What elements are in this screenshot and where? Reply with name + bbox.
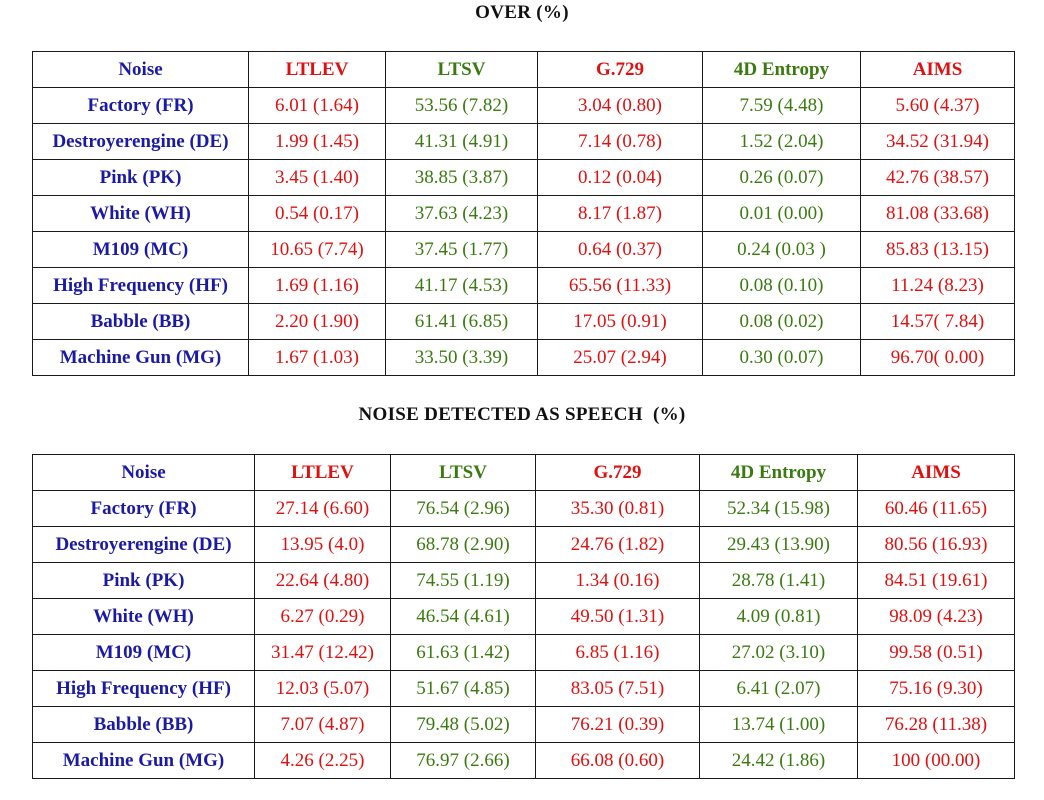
- cell-g729: 66.08 (0.60): [536, 743, 700, 779]
- row-noise-label: Pink (PK): [33, 160, 249, 196]
- cell-aims: 60.46 (11.65): [858, 491, 1015, 527]
- row-noise-label: M109 (MC): [33, 635, 255, 671]
- nds-table-body: [33, 491, 1015, 779]
- cell-aims: 85.83 (13.15): [861, 232, 1015, 268]
- cell-ltlev: 10.65 (7.74): [249, 232, 386, 268]
- table-row: [33, 196, 1015, 232]
- cell-g729: 0.64 (0.37): [538, 232, 703, 268]
- cell-4d-entropy: 27.02 (3.10): [700, 635, 858, 671]
- row-noise-label: Babble (BB): [33, 304, 249, 340]
- cell-4d-entropy: 7.59 (4.48): [703, 88, 861, 124]
- cell-aims: 14.57( 7.84): [861, 304, 1015, 340]
- row-noise-label: Destroyerengine (DE): [33, 124, 249, 160]
- cell-aims: 98.09 (4.23): [858, 599, 1015, 635]
- cell-g729: 24.76 (1.82): [536, 527, 700, 563]
- table-row: [33, 635, 1015, 671]
- row-noise-label: Pink (PK): [33, 563, 255, 599]
- table-row: [33, 599, 1015, 635]
- over-table-body: [33, 88, 1015, 376]
- table-row: [33, 707, 1015, 743]
- column-header-noise: Noise: [33, 52, 249, 88]
- cell-g729: 3.04 (0.80): [538, 88, 703, 124]
- cell-ltlev: 1.69 (1.16): [249, 268, 386, 304]
- table-row: [33, 304, 1015, 340]
- cell-4d-entropy: 0.08 (0.02): [703, 304, 861, 340]
- cell-ltlev: 27.14 (6.60): [255, 491, 391, 527]
- cell-ltlev: 3.45 (1.40): [249, 160, 386, 196]
- cell-4d-entropy: 0.26 (0.07): [703, 160, 861, 196]
- cell-aims: 81.08 (33.68): [861, 196, 1015, 232]
- column-header-aims: AIMS: [861, 52, 1015, 88]
- noise-detected-as-speech-title: NOISE DETECTED AS SPEECH (%): [358, 404, 686, 425]
- cell-aims: 96.70( 0.00): [861, 340, 1015, 376]
- cell-ltlev: 2.20 (1.90): [249, 304, 386, 340]
- over-table: [32, 51, 1015, 376]
- cell-ltlev: 1.99 (1.45): [249, 124, 386, 160]
- cell-g729: 6.85 (1.16): [536, 635, 700, 671]
- cell-aims: 75.16 (9.30): [858, 671, 1015, 707]
- table-row: [33, 232, 1015, 268]
- cell-g729: 65.56 (11.33): [538, 268, 703, 304]
- cell-aims: 42.76 (38.57): [861, 160, 1015, 196]
- cell-g729: 1.34 (0.16): [536, 563, 700, 599]
- cell-ltsv: 46.54 (4.61): [391, 599, 536, 635]
- table-header-row: [33, 52, 1015, 88]
- cell-ltsv: 61.41 (6.85): [386, 304, 538, 340]
- cell-g729: 17.05 (0.91): [538, 304, 703, 340]
- table-row: [33, 491, 1015, 527]
- cell-ltsv: 74.55 (1.19): [391, 563, 536, 599]
- column-header-ltlev: LTLEV: [249, 52, 386, 88]
- column-header-aims: AIMS: [858, 455, 1015, 491]
- cell-aims: 34.52 (31.94): [861, 124, 1015, 160]
- cell-ltlev: 6.27 (0.29): [255, 599, 391, 635]
- cell-ltlev: 6.01 (1.64): [249, 88, 386, 124]
- cell-aims: 100 (00.00): [858, 743, 1015, 779]
- cell-ltlev: 12.03 (5.07): [255, 671, 391, 707]
- table-row: [33, 340, 1015, 376]
- row-noise-label: High Frequency (HF): [33, 268, 249, 304]
- cell-4d-entropy: 0.30 (0.07): [703, 340, 861, 376]
- cell-ltlev: 7.07 (4.87): [255, 707, 391, 743]
- cell-4d-entropy: 6.41 (2.07): [700, 671, 858, 707]
- cell-4d-entropy: 28.78 (1.41): [700, 563, 858, 599]
- cell-4d-entropy: 0.08 (0.10): [703, 268, 861, 304]
- column-header-ltlev: LTLEV: [255, 455, 391, 491]
- row-noise-label: Factory (FR): [33, 491, 255, 527]
- table-row: [33, 563, 1015, 599]
- cell-4d-entropy: 0.01 (0.00): [703, 196, 861, 232]
- cell-ltlev: 4.26 (2.25): [255, 743, 391, 779]
- row-noise-label: Babble (BB): [33, 707, 255, 743]
- cell-aims: 84.51 (19.61): [858, 563, 1015, 599]
- cell-aims: 76.28 (11.38): [858, 707, 1015, 743]
- noise-detected-as-speech-table: [32, 454, 1015, 779]
- cell-ltlev: 0.54 (0.17): [249, 196, 386, 232]
- cell-4d-entropy: 4.09 (0.81): [700, 599, 858, 635]
- cell-4d-entropy: 52.34 (15.98): [700, 491, 858, 527]
- table-row: [33, 527, 1015, 563]
- cell-g729: 8.17 (1.87): [538, 196, 703, 232]
- cell-ltsv: 68.78 (2.90): [391, 527, 536, 563]
- row-noise-label: M109 (MC): [33, 232, 249, 268]
- cell-4d-entropy: 13.74 (1.00): [700, 707, 858, 743]
- cell-ltsv: 33.50 (3.39): [386, 340, 538, 376]
- cell-g729: 25.07 (2.94): [538, 340, 703, 376]
- cell-ltsv: 51.67 (4.85): [391, 671, 536, 707]
- row-noise-label: White (WH): [33, 599, 255, 635]
- cell-g729: 83.05 (7.51): [536, 671, 700, 707]
- cell-ltsv: 41.31 (4.91): [386, 124, 538, 160]
- table-row: [33, 124, 1015, 160]
- table-row: [33, 88, 1015, 124]
- cell-g729: 35.30 (0.81): [536, 491, 700, 527]
- cell-aims: 5.60 (4.37): [861, 88, 1015, 124]
- cell-4d-entropy: 29.43 (13.90): [700, 527, 858, 563]
- column-header-noise: Noise: [33, 455, 255, 491]
- row-noise-label: White (WH): [33, 196, 249, 232]
- cell-ltsv: 76.97 (2.66): [391, 743, 536, 779]
- row-noise-label: Factory (FR): [33, 88, 249, 124]
- cell-g729: 76.21 (0.39): [536, 707, 700, 743]
- cell-ltlev: 1.67 (1.03): [249, 340, 386, 376]
- cell-ltsv: 37.63 (4.23): [386, 196, 538, 232]
- table-row: [33, 268, 1015, 304]
- cell-4d-entropy: 24.42 (1.86): [700, 743, 858, 779]
- cell-4d-entropy: 0.24 (0.03 ): [703, 232, 861, 268]
- row-noise-label: Machine Gun (MG): [33, 340, 249, 376]
- cell-ltsv: 53.56 (7.82): [386, 88, 538, 124]
- column-header-4d-entropy: 4D Entropy: [703, 52, 861, 88]
- cell-ltlev: 31.47 (12.42): [255, 635, 391, 671]
- column-header-g729: G.729: [538, 52, 703, 88]
- cell-aims: 80.56 (16.93): [858, 527, 1015, 563]
- table-row: [33, 160, 1015, 196]
- cell-ltsv: 41.17 (4.53): [386, 268, 538, 304]
- cell-ltsv: 61.63 (1.42): [391, 635, 536, 671]
- cell-aims: 99.58 (0.51): [858, 635, 1015, 671]
- table-row: [33, 671, 1015, 707]
- table-row: [33, 743, 1015, 779]
- cell-ltsv: 79.48 (5.02): [391, 707, 536, 743]
- cell-g729: 0.12 (0.04): [538, 160, 703, 196]
- cell-g729: 7.14 (0.78): [538, 124, 703, 160]
- cell-ltsv: 76.54 (2.96): [391, 491, 536, 527]
- cell-aims: 11.24 (8.23): [861, 268, 1015, 304]
- over-table-title: OVER (%): [475, 2, 569, 23]
- cell-g729: 49.50 (1.31): [536, 599, 700, 635]
- cell-4d-entropy: 1.52 (2.04): [703, 124, 861, 160]
- column-header-4d-entropy: 4D Entropy: [700, 455, 858, 491]
- table-header-row: [33, 455, 1015, 491]
- column-header-ltsv: LTSV: [386, 52, 538, 88]
- cell-ltsv: 38.85 (3.87): [386, 160, 538, 196]
- cell-ltsv: 37.45 (1.77): [386, 232, 538, 268]
- row-noise-label: High Frequency (HF): [33, 671, 255, 707]
- row-noise-label: Destroyerengine (DE): [33, 527, 255, 563]
- cell-ltlev: 22.64 (4.80): [255, 563, 391, 599]
- column-header-g729: G.729: [536, 455, 700, 491]
- cell-ltlev: 13.95 (4.0): [255, 527, 391, 563]
- row-noise-label: Machine Gun (MG): [33, 743, 255, 779]
- column-header-ltsv: LTSV: [391, 455, 536, 491]
